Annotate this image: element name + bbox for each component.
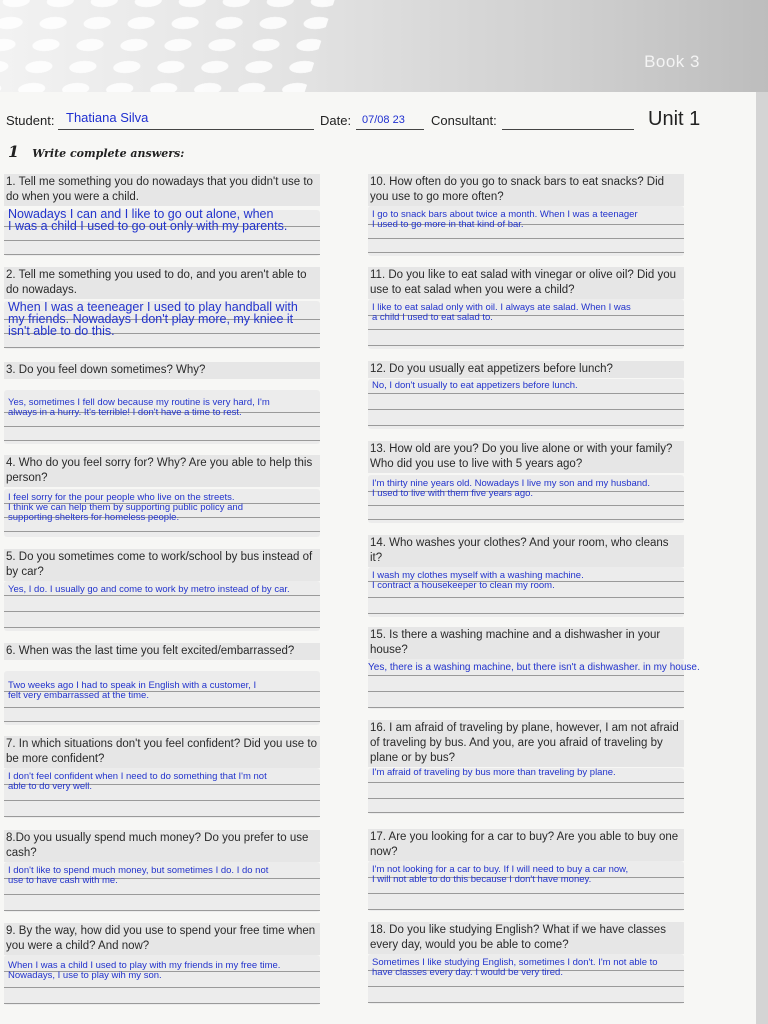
student-line <box>58 128 314 130</box>
question-text: 14. Who washes your clothes? And your room, who cleans it? <box>368 535 684 567</box>
header-band <box>0 0 768 92</box>
answer-text[interactable]: Yes, sometimes I fell dow because my routine is very hard, I'm always in a hurry. It's terrible! I don't have a time to rest. <box>8 397 270 418</box>
student-name[interactable]: Thatiana Silva <box>66 110 149 125</box>
question-block-18 <box>368 922 698 1008</box>
answer-text[interactable]: I don't feel confident when I need to do something that I'm not able to do very well. <box>8 771 267 792</box>
consultant-label: Consultant: <box>431 113 497 128</box>
question-text: 9. By the way, how did you use to spend your free time when you were a child? And now? <box>4 923 320 955</box>
answer-text[interactable]: I go to snack bars about twice a month. When I was a teenager I used to go more in that kind of bar. <box>372 209 638 230</box>
answer-text[interactable]: When I was a child I used to play with my friends in my free time. Nowadays, I use to play wih my son. <box>8 960 281 981</box>
student-label: Student: <box>6 113 55 128</box>
consultant-line <box>502 128 634 130</box>
answer-line <box>4 707 320 708</box>
answer-line <box>4 987 320 988</box>
question-text: 6. When was the last time you felt excited/embarrassed? <box>4 643 320 660</box>
answer-line <box>368 707 684 708</box>
answer-line <box>4 816 320 817</box>
question-block-13 <box>368 441 686 527</box>
answer-line <box>368 691 684 692</box>
question-block-9 <box>4 923 334 1009</box>
question-block-16 <box>368 720 686 820</box>
answer-text[interactable]: I don't like to spend much money, but sometimes I do. I do not use to have cash with me. <box>8 865 269 886</box>
question-block-8 <box>4 830 324 916</box>
answer-line <box>368 519 684 520</box>
answer-text[interactable]: Nowadays I can and I like to go out alone, when I was a child I used to go out only with my parents. <box>8 207 288 233</box>
question-block-10 <box>368 174 686 260</box>
answer-line <box>4 347 320 348</box>
student-info-row <box>6 108 706 132</box>
question-text: 13. How old are you? Do you live alone or with your family? Who did you use to live with 5 years ago? <box>368 441 684 473</box>
question-text: 12. Do you usually eat appetizers before lunch? <box>368 361 684 378</box>
question-block-15 <box>368 627 748 713</box>
answer-line <box>368 329 684 330</box>
answer-line <box>368 798 684 799</box>
answer-line <box>4 426 320 427</box>
answer-line <box>368 909 684 910</box>
answer-text[interactable]: No, I don't usually to eat appetizers before lunch. <box>372 380 578 391</box>
answer-line <box>4 1003 320 1004</box>
answer-line <box>4 440 320 441</box>
question-block-2 <box>4 267 334 353</box>
answer-text[interactable]: I like to eat salad only with oil. I always ate salad. When I was a child I used to eat salad to. <box>372 302 631 323</box>
answer-line <box>4 800 320 801</box>
decorative-dots <box>0 0 338 92</box>
book-label: Book 3 <box>644 52 700 71</box>
answer-line <box>4 254 320 255</box>
answer-line <box>4 910 320 911</box>
question-block-4 <box>4 455 324 541</box>
question-block-5 <box>4 549 344 635</box>
answer-line <box>368 782 684 783</box>
answer-line <box>368 345 684 346</box>
answer-text[interactable]: Sometimes I like studying English, sometimes I don't. I'm not able to have classes every day. I would be very tired. <box>372 957 658 978</box>
answer-line <box>368 893 684 894</box>
answer-text[interactable]: I'm afraid of traveling by bus more than traveling by plane. <box>372 767 616 778</box>
question-text: 1. Tell me something you do nowadays that you didn't use to do when you were a child. <box>4 174 320 206</box>
question-text: 17. Are you looking for a car to buy? Are you able to buy one now? <box>368 829 684 861</box>
question-block-14 <box>368 535 686 621</box>
answer-line <box>368 505 684 506</box>
unit-label: Unit 1 <box>648 108 701 130</box>
answer-text[interactable]: I wash my clothes myself with a washing machine. I contract a housekeeper to clean my room. <box>372 570 584 591</box>
answer-text[interactable]: Yes, I do. I usually go and come to work by metro instead of by car. <box>8 584 290 595</box>
answer-line <box>4 627 320 628</box>
question-block-3 <box>4 362 324 448</box>
question-text: 10. How often do you go to snack bars to eat snacks? Did you use to go more often? <box>368 174 684 206</box>
answer-line <box>368 986 684 987</box>
answer-line <box>4 611 320 612</box>
page-edge-tab <box>756 92 768 1024</box>
section-number: 1 <box>8 142 20 161</box>
answer-line <box>4 721 320 722</box>
answer-line <box>368 613 684 614</box>
question-text: 3. Do you feel down sometimes? Why? <box>4 362 320 379</box>
answer-line <box>4 894 320 895</box>
answer-line <box>4 531 320 532</box>
answer-text[interactable]: Yes, there is a washing machine, but there isn't a dishwasher. in my house. <box>368 662 700 673</box>
answer-line <box>368 675 684 676</box>
date-label: Date: <box>320 113 352 128</box>
answer-line <box>368 597 684 598</box>
question-text: 15. Is there a washing machine and a dishwasher in your house? <box>368 627 684 659</box>
question-text: 7. In which situations don't you feel confident? Did you use to be more confident? <box>4 736 320 768</box>
section-title <box>8 142 184 161</box>
question-text: 11. Do you like to eat salad with vinegar or olive oil? Did you use to eat salad when you were a child? <box>368 267 684 299</box>
question-block-17 <box>368 829 686 915</box>
answer-text[interactable]: When I was a teeneager I used to play handball with my friends. Nowadays I don't play more, my kniee it isn't able to do this. <box>8 300 298 338</box>
answer-line <box>368 238 684 239</box>
answer-line <box>368 1002 684 1003</box>
section-instruction: Write complete answers: <box>32 147 185 160</box>
answer-line <box>368 409 684 410</box>
answer-text[interactable]: Two weeks ago I had to speak in English with a customer, I felt very embarrassed at the time. <box>8 680 257 701</box>
question-text: 2. Tell me something you used to do, and you aren't able to do nowadays. <box>4 267 320 299</box>
answer-line <box>368 393 684 394</box>
question-block-6 <box>4 643 324 729</box>
date-line <box>356 128 424 130</box>
question-block-1 <box>4 174 320 260</box>
question-block-11 <box>368 267 686 353</box>
question-text: 16. I am afraid of traveling by plane, however, I am not afraid of traveling by bus. And you, are you afraid of traveling by plane or by bus? <box>368 720 684 767</box>
answer-line <box>368 252 684 253</box>
question-text: 8.Do you usually spend much money? Do you prefer to use cash? <box>4 830 320 862</box>
answer-text[interactable]: I'm not looking for a car to buy. If I will need to buy a car now, I will not able to do this because I don't have money. <box>372 864 629 885</box>
answer-line <box>368 425 684 426</box>
date-value[interactable]: 07/08 23 <box>362 114 405 126</box>
answer-line <box>4 240 320 241</box>
question-text: 4. Who do you feel sorry for? Why? Are you able to help this person? <box>4 455 320 487</box>
answer-line <box>368 812 684 813</box>
question-text: 5. Do you sometimes come to work/school by bus instead of by car? <box>4 549 320 581</box>
question-text: 18. Do you like studying English? What if we have classes every day, would you be able to come? <box>368 922 684 954</box>
question-block-7 <box>4 736 324 822</box>
answer-text[interactable]: I feel sorry for the pour people who live on the streets. I think we can help them by supporting public policy and supporting shelters for homeless people. <box>8 492 243 523</box>
answer-text[interactable]: I'm thirty nine years old. Nowadays I live my son and my husband. I used to live with them five years ago. <box>372 478 650 499</box>
question-block-12 <box>368 361 686 433</box>
answer-line <box>4 595 320 596</box>
